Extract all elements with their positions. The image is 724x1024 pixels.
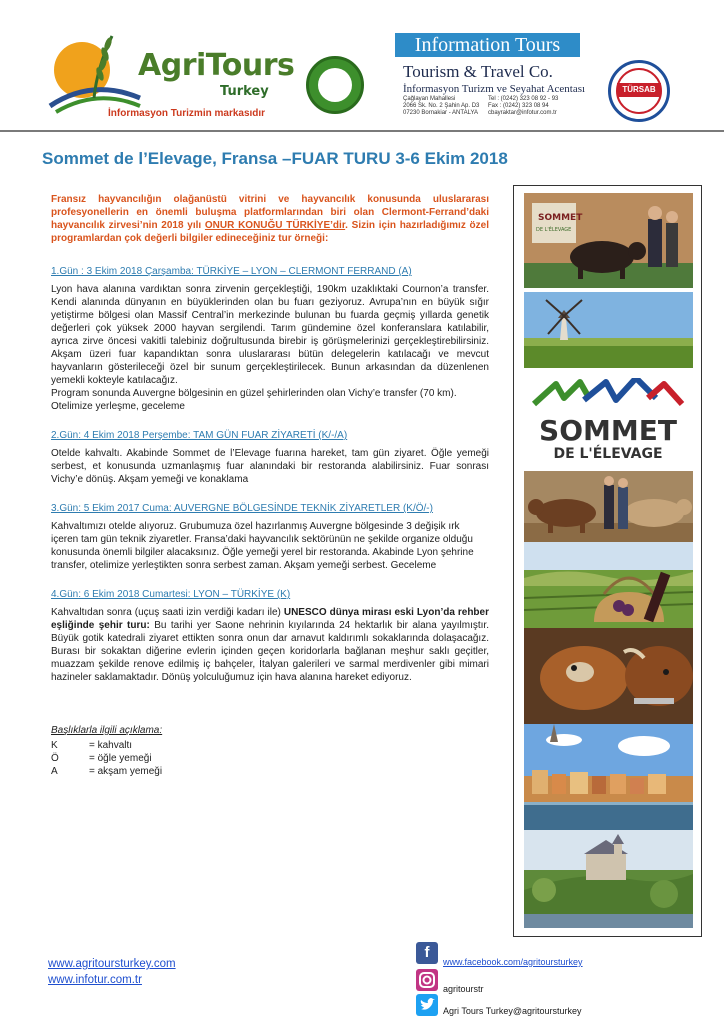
cattle-closeup-photo (524, 628, 693, 724)
info-company-sub: İnformasyon Turizm ve Seyahat Acentası (403, 83, 586, 95)
sommet-logo-title: SOMMET (539, 414, 677, 447)
cattle-show-photo (524, 471, 693, 542)
brand-name: AgriTours (138, 48, 295, 83)
day-3-body (51, 520, 489, 572)
day-1-paragraph: Program sonunda Auvergne bölgesinin en güzel şehirlerinden olan Vichy’e transfer (70 km). Otelimize yerleşme, geceleme (51, 388, 457, 412)
facebook-link[interactable]: www.facebook.com/agritoursturkey (443, 957, 583, 967)
sommet-logo-sub: DE L'ÉLEVAGE (553, 446, 663, 462)
day-2-paragraph: Otelde kahvaltı. Akabinde Sommet de l’Elevage fuarına hareket, tam gün ziyaret. Öğle yemeği serbest, et konusunda uzmanlaşmış fuar alanındaki bir restoranda alabilirsiniz. Fuar sonrası Vichy’e dönüş. Akşam yemeği ve konaklama (51, 448, 489, 485)
intro-text-a: Fransız hayvancılığın olağanüstü vitrini ve hayvancılık konusunda uluslararası profesyonellerin en önemli buluşma platformlarından biri olan Clermont-Ferrand’daki hayvancılık zirvesi’nin 2018 yılı (51, 194, 489, 231)
information-tours-banner: Information Tours (395, 33, 580, 57)
tour-program (51, 193, 489, 778)
footer-links (48, 956, 176, 988)
day-4-body (51, 606, 489, 684)
day-3-paragraph: Kahvaltımızı otelde alıyoruz. Grubumuza özel hazırlanmış Auvergne bölgesinde 3 değişik ırk içeren tam gün teknik ziyaretler. Fransa’daki hayvancılık sektörünün ne şekilde organize olduğu konusunda önemli bilgiler alacaksınız. Öğle yemeği yerel bir restoranda. Akabinde Lyon şehrine transfer, otelimize yerleştikten sonra serbest zaman. Akşam yemeği serbest. Geceleme (51, 521, 474, 571)
atoi-badge (306, 56, 364, 114)
contact-line: Fax : (0242) 323 08 94 (488, 103, 549, 109)
sommet-small-1: SOMMET (538, 213, 583, 223)
bull-show-photo (524, 193, 693, 288)
agritours-website-link[interactable]: www.agritoursturkey.com (48, 958, 176, 970)
day-4-lead: Kahvaltıdan sonra (uçuş saati izin verdiği kadarı ile) (51, 607, 284, 618)
day-4-paragraph (51, 606, 489, 684)
page-header (0, 0, 724, 132)
day-2-body (51, 447, 489, 486)
contact-line: cbayraktar@infotur.com.tr (488, 110, 557, 116)
lyon-riverside-photo (524, 724, 693, 830)
legend-key: Ö (51, 753, 59, 764)
legend-row (51, 752, 489, 765)
tursab-badge (608, 60, 670, 122)
page-title: Sommet de l’Elevage, Fransa –FUAR TURU 3-6 Ekim 2018 (42, 149, 508, 168)
address-line: 07230 Bornakiar - ANTALYA (403, 110, 479, 116)
chateau-photo (524, 830, 693, 928)
day-3-heading: 3.Gün: 5 Ekim 2017 Cuma: AUVERGNE BÖLGESİNDE TEKNİK ZİYARETLER (K/Ö/-) (51, 503, 433, 514)
company-contact (488, 96, 588, 117)
infotur-website-link[interactable]: www.infotur.com.tr (48, 974, 142, 986)
address-line: Çağlayan Mahallesi (403, 96, 456, 102)
instagram-icon (416, 969, 438, 991)
twitter-handle: Agri Tours Turkey@agritoursturkey (443, 1006, 582, 1016)
day-1-paragraph: Lyon hava alanına vardıktan sonra zirvenin gerçekleştiği, 190km uzaklıktaki Cournon’a transfer. Kendi alanında dünyanın en büyüklerinden olan bu fuarı geziyoruz. Avrupa’nın en büyük sığır yetiştirme bölgesi olan Massif Central’in merkezinde bulunan bu fuarda geçmiş yıllarda genetik değerleri çok yüksek 2000 hayvan sergilendi. Tarım gündemine özel konferanslara katılabilir, ayrıca zirve öncesi vakitli talebiniz doğrultusunda birebir iş görüşmelerinizi gerçekleştirebilirsiniz. Akşam üzeri fuar kapandıktan sonra uluslararası bütün delegelerin katılacağı ve mevcut hayvanların gösterileceği özel bir sunum gerçekleştirilecek. Bunun arkasından da düzenlenen yemekli kokteyle katılacağız. (51, 284, 489, 386)
brand-slogan: İnformasyon Turizmin markasıdır (108, 108, 266, 119)
photo-column (513, 185, 702, 937)
vineyard-wine-photo (524, 542, 693, 628)
legend-value: = akşam yemeği (89, 766, 163, 777)
day-4-heading: 4.Gün: 6 Ekim 2018 Cumartesi: LYON – TÜRKİYE (K) (51, 589, 291, 600)
instagram-row[interactable] (416, 969, 716, 993)
twitter-row[interactable] (416, 994, 716, 1018)
legend-value: = kahvaltı (89, 740, 133, 751)
sommet-small-2: DE L'ÉLEVAGE (536, 227, 572, 233)
day-4-lead-bold: UNESCO dünya mirası eski Lyon’da rehber eşliğinde şehir turu: (51, 607, 489, 631)
intro-highlight: ONUR KONUĞU TÜRKİYE’dir (204, 220, 346, 231)
day-2-heading: 2.Gün: 4 Ekim 2018 Perşembe: TAM GÜN FUAR ZİYARETİ (K/-/A) (51, 430, 348, 441)
info-company-name: Tourism & Travel Co. (403, 62, 553, 81)
legend (51, 724, 489, 778)
facebook-row[interactable] (416, 942, 716, 966)
intro-text-b: . Sizin için hazırladığımız özel programlardan çok değerli bilgiler edineceğiniz tur örneği: (51, 220, 489, 244)
day-1-body (51, 283, 489, 413)
address-line: 2066 Sk. No. 2 Şahin Ap. D3 (403, 103, 480, 109)
legend-row (51, 765, 489, 778)
legend-title: Başlıklarla ilgili açıklama: (51, 725, 163, 736)
legend-value: = öğle yemeği (89, 753, 152, 764)
windmill-photo (524, 292, 693, 368)
contact-line: Tel : (0242) 323 08 92 - 93 (488, 96, 559, 102)
company-address (403, 96, 493, 117)
legend-row (51, 739, 489, 752)
intro-paragraph (51, 193, 489, 245)
agritours-logo (42, 28, 295, 123)
legend-key: A (51, 766, 58, 777)
sommet-logo (524, 378, 693, 470)
twitter-icon (416, 994, 438, 1016)
instagram-handle: agritourstr (443, 984, 484, 994)
legend-key: K (51, 740, 58, 751)
atoi-label: ATOI (323, 89, 347, 100)
facebook-icon: f (416, 942, 438, 964)
tursab-label: TÜRSAB (617, 83, 661, 97)
day-4-text: Bu tarihi yer Saone nehrinin kıyılarında 24 hektarlık bir alana yayılmıştır. Büyük gotik katedrali ziyaret ettikten sonra onun dar arnavut kaldırımlı sokaklarında dolaşacağız. Burası bir sokaktan diğerine evlerin içinden geçen koridorlarla bağlanan meşhur saklı geçitler, muazzam şekilde renove edilmiş iç bahçeler, İtalyan galerileri ve sarmal merdivenler gibi mimari hazineler saklamaktadır. Dönüş yolculuğumuz için hava alanına hareket ediyoruz. (51, 620, 489, 683)
brand-sub: Turkey (220, 84, 269, 99)
day-1-heading: 1.Gün : 3 Ekim 2018 Çarşamba: TÜRKİYE – LYON – CLERMONT FERRAND (A) (51, 266, 412, 277)
